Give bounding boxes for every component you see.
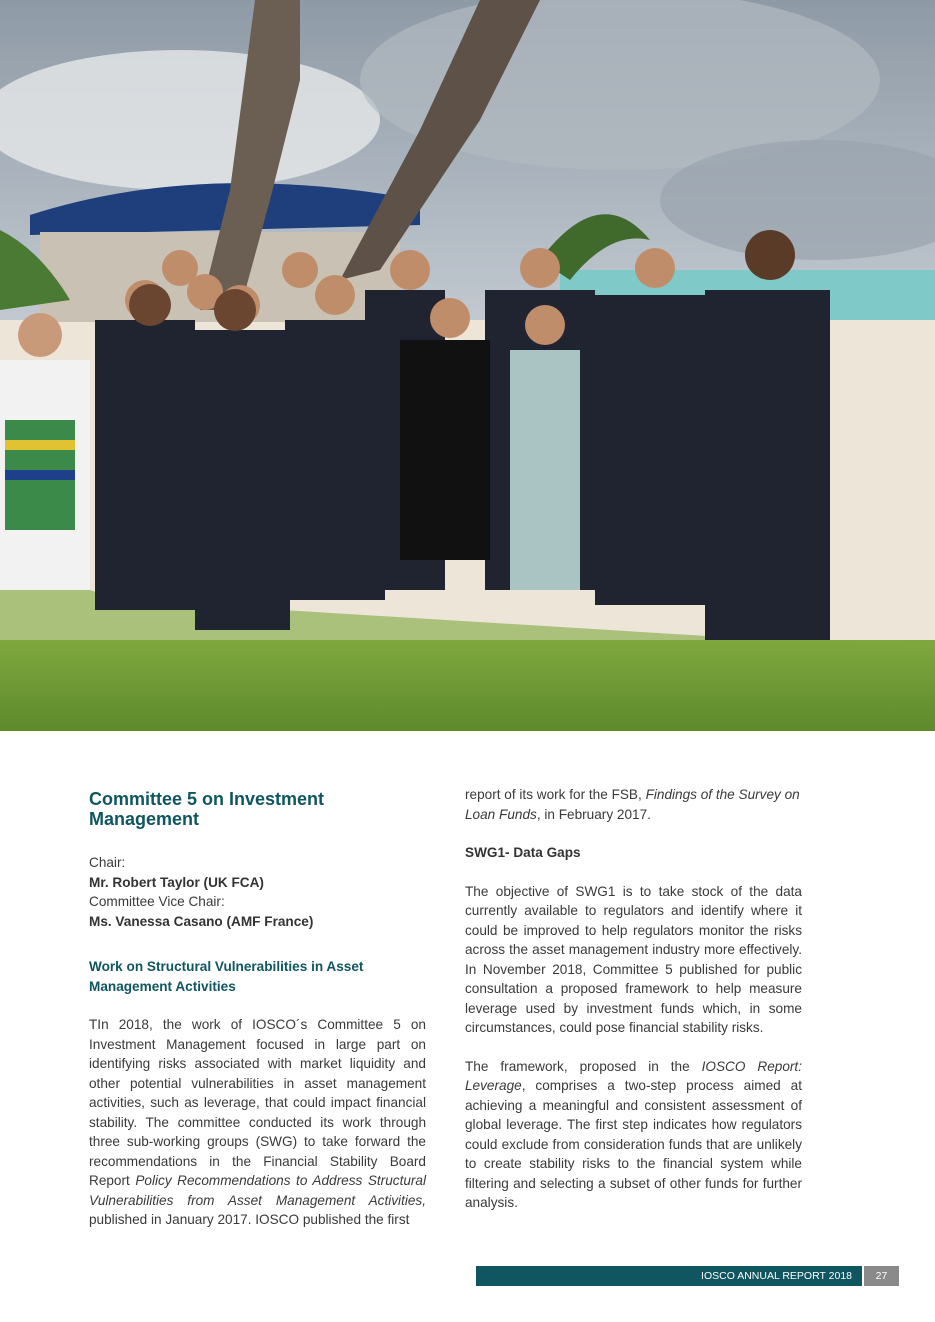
continuation-text-a: report of its work for the FSB, (465, 787, 646, 802)
chair-name: Mr. Robert Taylor (UK FCA) (89, 874, 264, 890)
framework-text-b: , comprises a two-step process aimed at achieving a meaningful and consistent assessment of global leverage. The first step indicates how regulators could exclude from consideration funds that are unlikely to create stability risks to the financial system while filtering and selecting a subset of other funds for further analysis. (465, 1078, 802, 1210)
continuation-paragraph (465, 785, 802, 824)
intro-paragraph (89, 1015, 426, 1230)
footer-report-label: IOSCO ANNUAL REPORT 2018 (476, 1266, 862, 1286)
intro-text-b: published in January 2017. IOSCO published the first (89, 1212, 410, 1227)
vice-chair-name: Ms. Vanessa Casano (AMF France) (89, 913, 314, 929)
right-column (465, 785, 802, 1232)
framework-paragraph (465, 1057, 802, 1213)
left-column (89, 785, 426, 1249)
framework-text-a: The framework, proposed in the (465, 1058, 702, 1074)
swg1-heading: SWG1- Data Gaps (465, 845, 581, 860)
framework-report-title: IOSCO Report: Leverage (465, 1058, 802, 1093)
chair-block (89, 853, 426, 931)
continuation-text-b: , in February 2017. (536, 806, 651, 822)
continuation-report-title: Findings of the Survey on Loan Funds (465, 787, 800, 822)
intro-text-a: TIn 2018, the work of IOSCO´s Committee 5 on Investment Management focused in large part on identifying risks associated with market liquidity and other potential vulnerabilities in asset management activities, such as leverage, that could impact financial stability. The committee conducted its work through three sub-working groups (SWG) to take forward the recommendations in the Financial Stability Board Report (89, 1017, 426, 1188)
footer-page-number: 27 (864, 1266, 899, 1286)
vice-chair-label: Committee Vice Chair: (89, 894, 225, 909)
swg1-paragraph: The objective of SWG1 is to take stock of the data currently available to regulators and identify where it could be improved to help regulators monitor the risks across the asset management industry more effectively. In November 2018, Committee 5 published for public consultation a proposed framework to help measure leverage used by investment funds which, in some circumstances, could pose financial stability risks. (465, 883, 802, 1035)
section-heading: Work on Structural Vulnerabilities in Asset Management Activities (89, 959, 364, 994)
chair-label: Chair: (89, 855, 126, 870)
intro-report-title: Policy Recommendations to Address Structural Vulnerabilities from Asset Management Activities, (89, 1173, 427, 1208)
committee-title: Committee 5 on Investment Management (89, 789, 325, 829)
